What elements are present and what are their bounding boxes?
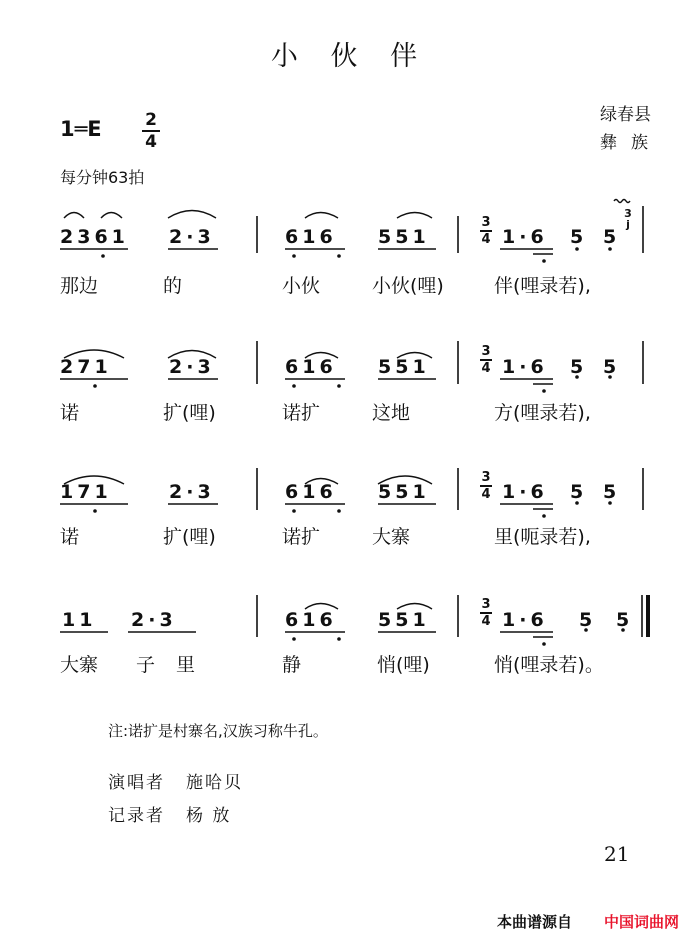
notes-r2-m2b: 551 bbox=[378, 356, 430, 378]
slur bbox=[305, 213, 338, 219]
time-change-top: 3 bbox=[481, 215, 491, 230]
trill-mark bbox=[614, 200, 630, 203]
source-site-link[interactable]: 中国词曲网 bbox=[604, 913, 680, 931]
octave-dot bbox=[292, 637, 296, 641]
time-change-bottom: 4 bbox=[481, 232, 491, 247]
octave-dot bbox=[337, 384, 341, 388]
lyric: 大寨 bbox=[372, 526, 411, 548]
lyric: 那边 bbox=[60, 275, 99, 297]
notes-r2-m3a: 1·6 bbox=[502, 356, 548, 378]
time-change-bottom: 4 bbox=[481, 487, 491, 502]
source-label: 本曲谱源自 bbox=[497, 913, 573, 931]
song-title: 小 伙 伴 bbox=[270, 41, 430, 72]
lyric: 这地 bbox=[372, 402, 411, 424]
notes-r2-m1b: 2·3 bbox=[169, 356, 215, 378]
octave-dot bbox=[93, 509, 97, 513]
octave-dot bbox=[542, 389, 546, 393]
octave-dot bbox=[542, 259, 546, 263]
time-change bbox=[479, 471, 493, 501]
octave-dot bbox=[337, 254, 341, 258]
notes-r1-m2a: 616 bbox=[285, 226, 337, 248]
notes-r1-m1a: 2361 bbox=[60, 226, 129, 248]
notes-r4-m2b: 551 bbox=[378, 609, 430, 631]
notes-r3-m3c: 5 bbox=[603, 481, 621, 503]
key-signature: 1═E bbox=[60, 117, 102, 141]
grace-note bbox=[623, 208, 633, 230]
page-number: 21 bbox=[604, 842, 630, 866]
lyric: 诺 bbox=[60, 526, 80, 548]
slur bbox=[64, 213, 84, 219]
slur bbox=[397, 213, 432, 219]
lyric: 悄(哩) bbox=[377, 654, 430, 676]
time-change-bottom: 4 bbox=[481, 361, 491, 376]
notes-r3-m1b: 2·3 bbox=[169, 481, 215, 503]
notes-r4-m3c: 5 bbox=[616, 609, 634, 631]
notes-r2-m1a: 271 bbox=[60, 356, 112, 378]
notes-r4-m2a: 616 bbox=[285, 609, 337, 631]
notes-r4-m3b: 5 bbox=[579, 609, 597, 631]
notes-r1-m3c: 5 bbox=[603, 226, 621, 248]
slur bbox=[101, 213, 122, 219]
lyric: 伴(哩录若), bbox=[494, 275, 591, 297]
octave-dot bbox=[337, 637, 341, 641]
time-change bbox=[479, 345, 493, 375]
time-change-top: 3 bbox=[481, 344, 491, 359]
notes-r2-m3b: 5 bbox=[570, 356, 588, 378]
notes-r3-m3a: 1·6 bbox=[502, 481, 548, 503]
notes-r2-m3c: 5 bbox=[603, 356, 621, 378]
octave-dot bbox=[292, 509, 296, 513]
slur bbox=[168, 211, 216, 219]
lyric: 小伙 bbox=[282, 275, 321, 297]
time-change-top: 3 bbox=[481, 597, 491, 612]
octave-dot bbox=[542, 642, 546, 646]
lyric: 扩(哩) bbox=[163, 526, 216, 548]
lyric: 诺扩 bbox=[282, 402, 321, 424]
notes-r3-m1a: 171 bbox=[60, 481, 112, 503]
performer-name: 施哈贝 bbox=[186, 773, 243, 793]
octave-dot bbox=[337, 509, 341, 513]
meter-bottom: 4 bbox=[145, 132, 157, 152]
lyric: 里 bbox=[176, 654, 196, 676]
lyric: 静 bbox=[282, 654, 302, 676]
notes-r4-m1b: 2·3 bbox=[131, 609, 177, 631]
lyric: 扩(哩) bbox=[163, 402, 216, 424]
final-barline-thick bbox=[646, 595, 650, 637]
footnote: 注:诺扩是村寨名,汉族习称牛孔。 bbox=[108, 722, 328, 740]
lyric: 方(哩录若), bbox=[494, 402, 591, 424]
notes-r4-m1a: 11 bbox=[62, 609, 97, 631]
notes-r1-m3b: 5 bbox=[570, 226, 588, 248]
lyric: 诺扩 bbox=[282, 526, 321, 548]
recorder-name: 杨 放 bbox=[186, 806, 232, 826]
performer-label: 演唱者 bbox=[108, 773, 165, 793]
lyric: 诺 bbox=[60, 402, 80, 424]
meter-top: 2 bbox=[145, 110, 157, 130]
notes-r3-m2a: 616 bbox=[285, 481, 337, 503]
notes-r3-m2b: 551 bbox=[378, 481, 430, 503]
octave-dot bbox=[292, 254, 296, 258]
octave-dot bbox=[93, 384, 97, 388]
lyric: 悄(哩录若)。 bbox=[494, 654, 604, 676]
octave-dot bbox=[292, 384, 296, 388]
time-change-top: 3 bbox=[481, 470, 491, 485]
notes-r3-m3b: 5 bbox=[570, 481, 588, 503]
region: 绿春县 bbox=[600, 105, 651, 125]
tempo-marking: 每分钟63拍 bbox=[60, 168, 145, 187]
lyric: 里(呃录若), bbox=[494, 526, 591, 548]
notes-r4-m3a: 1·6 bbox=[502, 609, 548, 631]
ethnic-group: 彝族 bbox=[600, 133, 662, 153]
lyric: 小伙(哩) bbox=[372, 275, 444, 297]
octave-dot bbox=[542, 514, 546, 518]
time-change bbox=[479, 216, 493, 246]
grace-top: 3 bbox=[624, 207, 632, 220]
recorder-label: 记录者 bbox=[108, 806, 165, 826]
time-change-bottom: 4 bbox=[481, 614, 491, 629]
lyric: 大寨 bbox=[60, 654, 99, 676]
lyric: 子 bbox=[136, 654, 156, 676]
notes-r1-m1b: 2·3 bbox=[169, 226, 215, 248]
notes-r1-m3a: 1·6 bbox=[502, 226, 548, 248]
notes-r1-m2b: 551 bbox=[378, 226, 430, 248]
grace-bottom: j bbox=[626, 218, 630, 231]
octave-dot bbox=[101, 254, 105, 258]
notes-r2-m2a: 616 bbox=[285, 356, 337, 378]
time-change bbox=[479, 598, 493, 628]
lyric: 的 bbox=[163, 275, 183, 297]
